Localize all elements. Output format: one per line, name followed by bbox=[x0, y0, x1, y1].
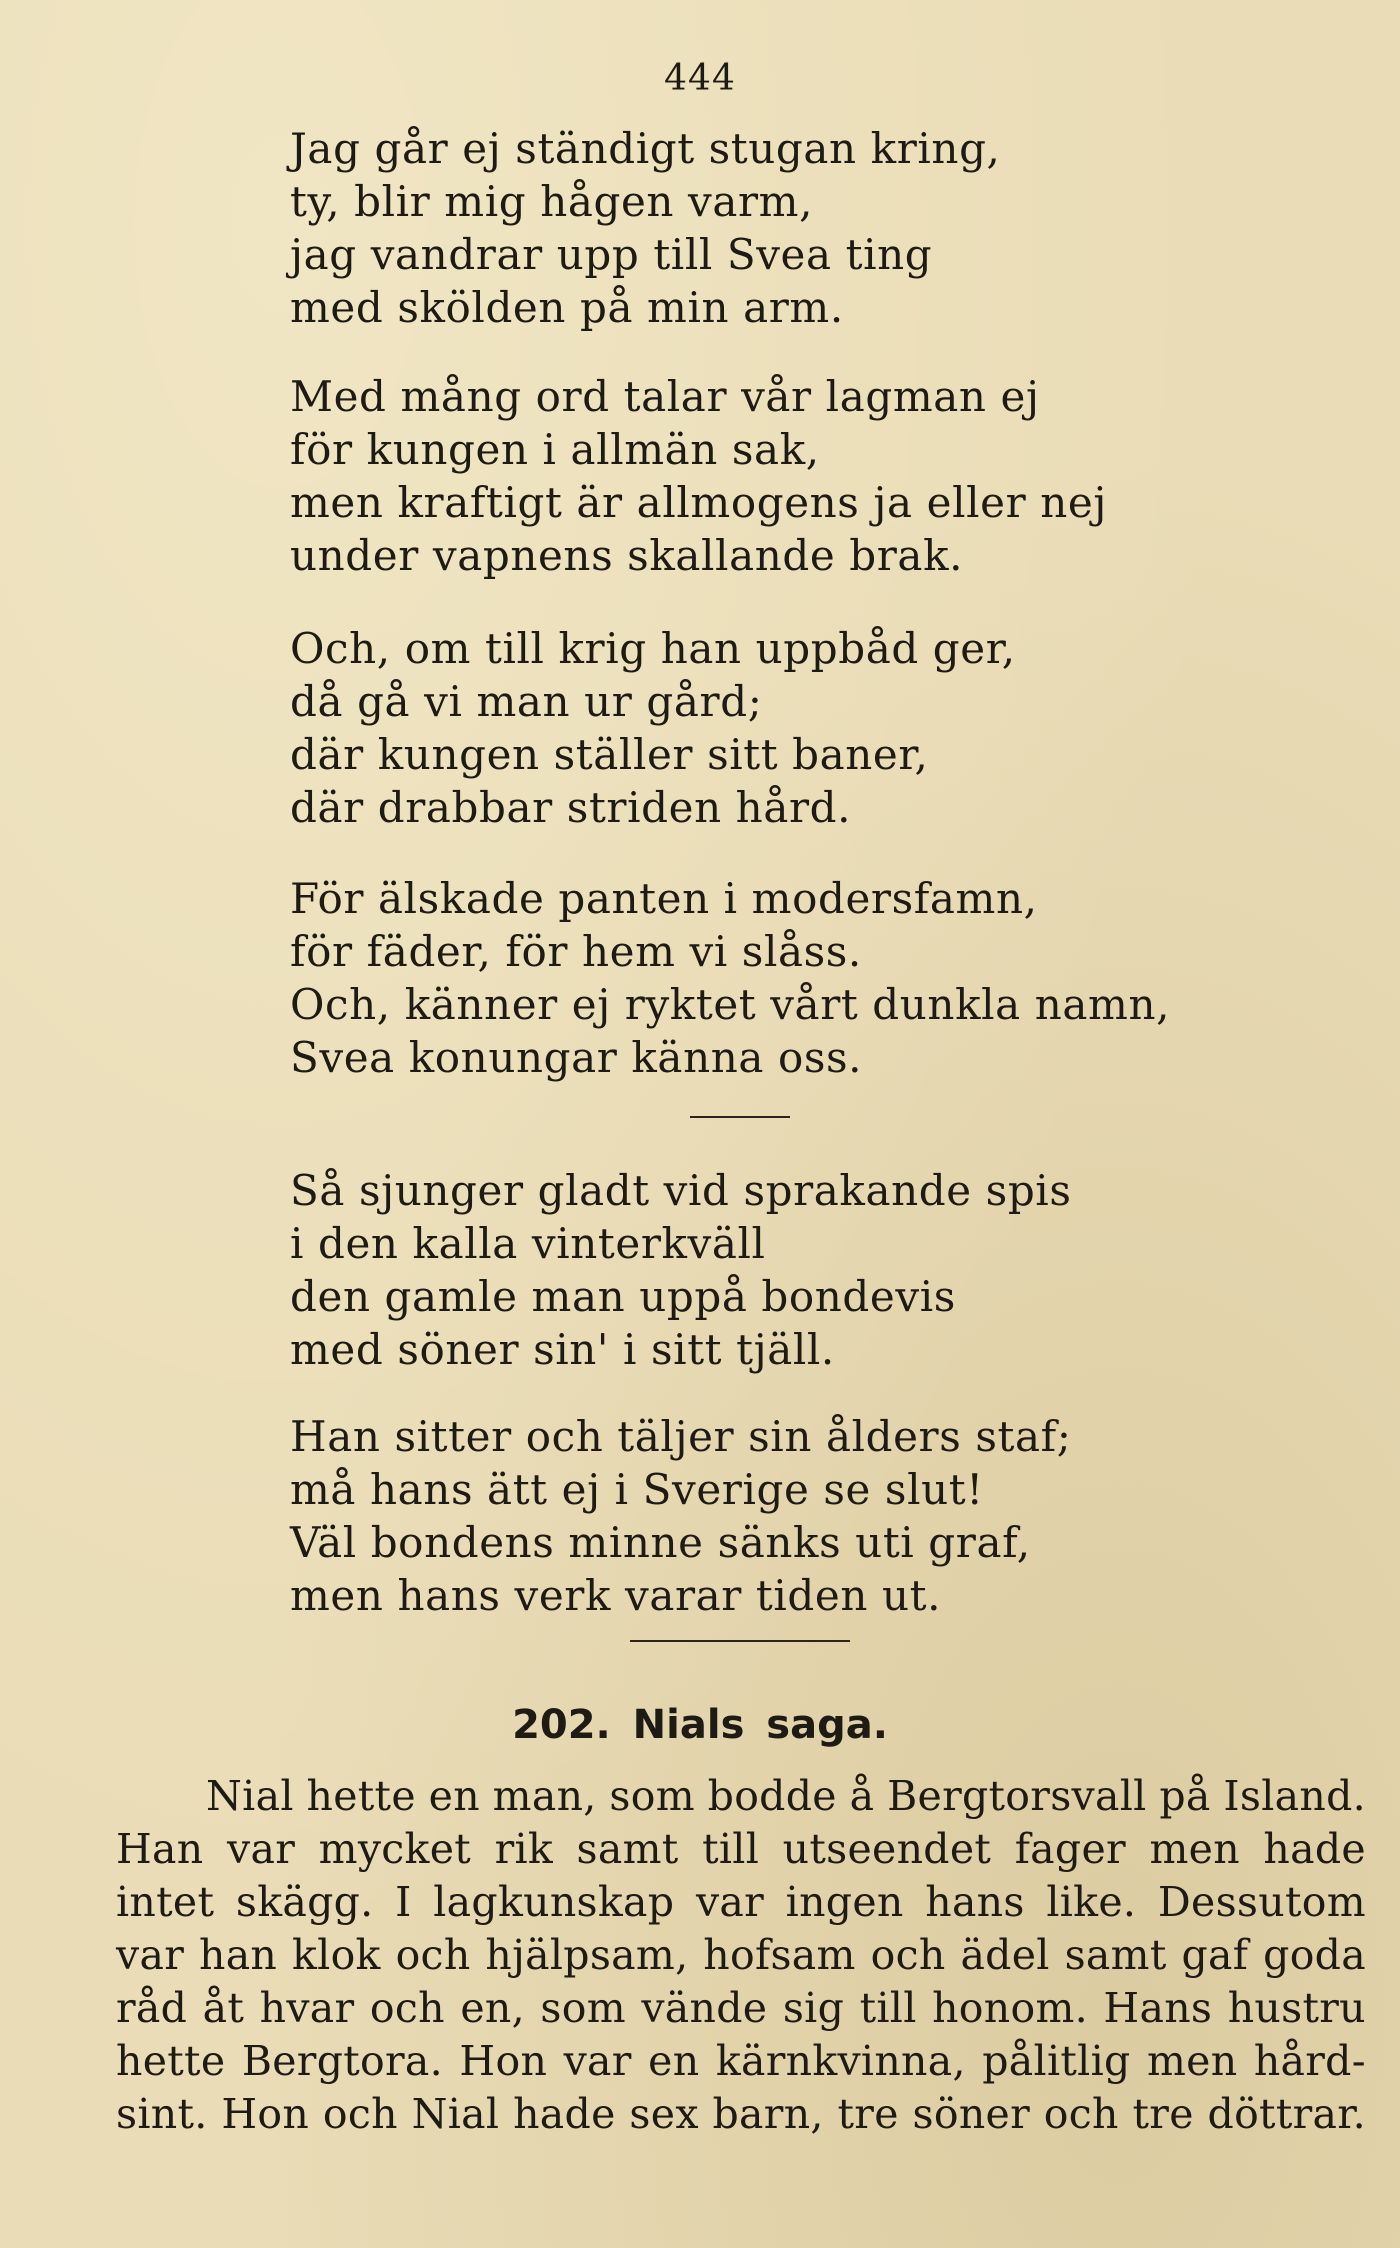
prose-word: var bbox=[695, 1878, 765, 1926]
prose-word: utseendet bbox=[782, 1825, 992, 1873]
poem-line: med söner sin' i sitt tjäll. bbox=[290, 1325, 835, 1374]
prose-word: till bbox=[702, 1825, 760, 1873]
prose-word: Island. bbox=[1223, 1772, 1366, 1820]
poem-line: Med mång ord talar vår lagman ej bbox=[290, 372, 1040, 421]
prose-word: var bbox=[227, 1825, 296, 1873]
poem-line: under vapnens skallande brak. bbox=[290, 531, 964, 580]
prose-word: sint. bbox=[116, 2090, 208, 2138]
poem-line: För älskade panten i modersfamn, bbox=[290, 874, 1038, 923]
poem-line: må hans ätt ej i Sverige se slut! bbox=[290, 1465, 984, 1514]
prose-word: ädel bbox=[960, 1931, 1050, 1979]
poem-line: för kungen i allmän sak, bbox=[290, 425, 820, 474]
prose-paragraph bbox=[116, 1770, 1366, 2141]
prose-word: klok bbox=[292, 1931, 381, 1979]
poem-line: men hans verk varar tiden ut. bbox=[290, 1571, 942, 1620]
prose-line bbox=[116, 1876, 1366, 1929]
prose-word: hustru bbox=[1227, 1984, 1366, 2032]
prose-word: och bbox=[395, 1931, 471, 1979]
prose-word: och bbox=[369, 1984, 445, 2032]
prose-word: tre bbox=[837, 2090, 899, 2138]
prose-line bbox=[116, 1929, 1366, 1982]
prose-word: en bbox=[648, 2037, 700, 2085]
poem-line: där kungen ställer sitt baner, bbox=[290, 730, 929, 779]
prose-word: kärnkvinna, bbox=[715, 2037, 966, 2085]
prose-word: hård- bbox=[1253, 2037, 1366, 2085]
prose-word: hvar bbox=[259, 1984, 355, 2032]
prose-word: å bbox=[849, 1772, 875, 1820]
prose-word: Hon bbox=[221, 2090, 310, 2138]
prose-word: Nial bbox=[411, 2090, 500, 2138]
prose-word: pålitlig bbox=[982, 2037, 1131, 2085]
poem-line: ty, blir mig hågen varm, bbox=[290, 177, 814, 226]
prose-word: honom. bbox=[932, 1984, 1088, 2032]
prose-word: var bbox=[563, 2037, 632, 2085]
poem-line: Jag går ej ständigt stugan kring, bbox=[290, 124, 1001, 173]
prose-word: rik bbox=[494, 1825, 554, 1873]
end-rule bbox=[630, 1640, 850, 1642]
poem-line: Han sitter och täljer sin ålders staf; bbox=[290, 1412, 1072, 1461]
prose-word: på bbox=[1159, 1772, 1211, 1820]
prose-line bbox=[116, 2088, 1366, 2141]
prose-word: men bbox=[1146, 2037, 1238, 2085]
poem-line: den gamle man uppå bondevis bbox=[290, 1272, 956, 1321]
short-rule bbox=[690, 1116, 790, 1118]
poem-line: Och, om till krig han uppbåd ger, bbox=[290, 624, 1016, 673]
poem-line: jag vandrar upp till Svea ting bbox=[290, 230, 933, 279]
prose-word: fager bbox=[1014, 1825, 1126, 1873]
prose-word: och bbox=[870, 1931, 946, 1979]
prose-word: Bergtorsvall bbox=[887, 1772, 1147, 1820]
poem-line: där drabbar striden hård. bbox=[290, 783, 852, 832]
prose-word: Han bbox=[116, 1825, 204, 1873]
poem-line: Och, känner ej ryktet vårt dunkla namn, bbox=[290, 980, 1171, 1029]
prose-line bbox=[116, 1770, 1366, 1823]
prose-word: sex bbox=[629, 2090, 699, 2138]
prose-word: Hans bbox=[1103, 1984, 1213, 2032]
prose-word: barn, bbox=[712, 2090, 824, 2138]
poem-line: med skölden på min arm. bbox=[290, 283, 844, 332]
prose-word: Bergtora. bbox=[241, 2037, 443, 2085]
prose-word: hans bbox=[925, 1878, 1025, 1926]
prose-word: Dessutom bbox=[1157, 1878, 1366, 1926]
prose-word: bodde bbox=[707, 1772, 837, 1820]
poem-line: för fäder, för hem vi slåss. bbox=[290, 927, 862, 976]
prose-word: I bbox=[395, 1878, 412, 1926]
poem-line: men kraftigt är allmogens ja eller nej bbox=[290, 478, 1107, 527]
prose-line bbox=[116, 1823, 1366, 1876]
prose-word: hade bbox=[513, 2090, 616, 2138]
prose-line bbox=[116, 1982, 1366, 2035]
prose-word: mycket bbox=[318, 1825, 472, 1873]
prose-word: sig bbox=[782, 1984, 845, 2032]
prose-word: men bbox=[1149, 1825, 1240, 1873]
prose-word: som bbox=[540, 1984, 626, 2032]
prose-word: åt bbox=[202, 1984, 245, 2032]
prose-line bbox=[116, 2035, 1366, 2088]
prose-word: man, bbox=[492, 1772, 597, 1820]
prose-word: hofsam bbox=[703, 1931, 856, 1979]
poem-line: då gå vi man ur gård; bbox=[290, 677, 763, 726]
prose-word: samt bbox=[576, 1825, 679, 1873]
page-number: 444 bbox=[664, 58, 736, 99]
prose-word: intet bbox=[116, 1878, 215, 1926]
prose-word: like. bbox=[1046, 1878, 1137, 1926]
prose-word: gaf bbox=[1181, 1931, 1249, 1979]
prose-word: en bbox=[428, 1772, 480, 1820]
poem-stanza bbox=[290, 370, 1107, 582]
poem-stanza bbox=[290, 872, 1170, 1084]
prose-word: till bbox=[859, 1984, 917, 2032]
prose-word: samt bbox=[1064, 1931, 1167, 1979]
prose-word: och bbox=[322, 2090, 398, 2138]
prose-word: han bbox=[198, 1931, 278, 1979]
prose-word: lagkunskap bbox=[433, 1878, 675, 1926]
prose-word: döttrar. bbox=[1207, 2090, 1366, 2138]
poem-line: Så sjunger gladt vid sprakande spis bbox=[290, 1166, 1072, 1215]
section-heading: 202. Nials saga. bbox=[512, 1702, 888, 1748]
prose-word: hjälpsam, bbox=[485, 1931, 689, 1979]
poem-stanza bbox=[290, 1410, 1072, 1622]
poem-stanza bbox=[290, 622, 1016, 834]
prose-word: hade bbox=[1263, 1825, 1366, 1873]
prose-word: vände bbox=[641, 1984, 768, 2032]
prose-word: och bbox=[1043, 2090, 1119, 2138]
poem-line: Svea konungar känna oss. bbox=[290, 1033, 863, 1082]
prose-word: hette bbox=[306, 1772, 416, 1820]
prose-word: Nial bbox=[206, 1772, 294, 1820]
prose-word: skägg. bbox=[235, 1878, 374, 1926]
prose-word: tre bbox=[1132, 2090, 1194, 2138]
prose-word: ingen bbox=[785, 1878, 904, 1926]
prose-word: råd bbox=[116, 1984, 188, 2032]
prose-word: söner bbox=[912, 2090, 1031, 2138]
poem-line: i den kalla vinterkväll bbox=[290, 1219, 766, 1268]
prose-word: en, bbox=[460, 1984, 525, 2032]
poem-stanza bbox=[290, 122, 1001, 334]
prose-word: goda bbox=[1263, 1931, 1366, 1979]
poem-stanza bbox=[290, 1164, 1072, 1376]
prose-word: var bbox=[116, 1931, 185, 1979]
prose-word: Hon bbox=[459, 2037, 548, 2085]
prose-word: hette bbox=[116, 2037, 226, 2085]
poem-line: Väl bondens minne sänks uti graf, bbox=[290, 1518, 1031, 1567]
prose-word: som bbox=[609, 1772, 695, 1820]
